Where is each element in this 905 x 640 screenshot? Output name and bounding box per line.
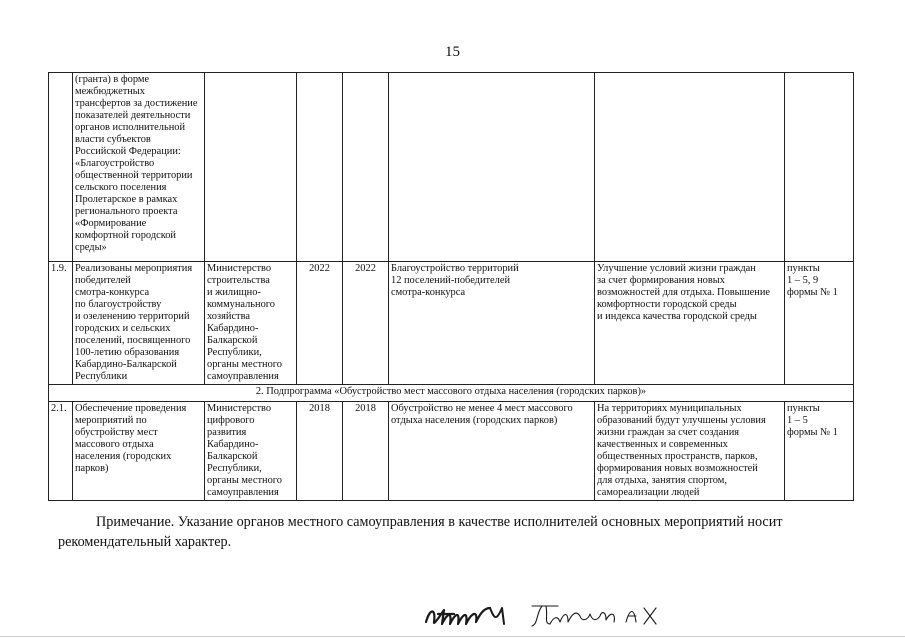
event-cell: (гранта) в форме межбюджетных трансфертов за достижение показателей деятельности органов исполнительной власти субъектов Российской Федерации: «Благоустройство общественной территории сельского поселения Пролетарское в рамках регионального проекта «Формирование комфортной городской среды» [73,73,205,262]
event-cell: Обеспечение проведения мероприятий по обустройству мест массового отдыха населения (городских парков) [73,402,205,501]
events-table [48,72,854,501]
event-cell: Реализованы мероприятия победителей смотра-конкурса по благоустройству и озеленению территорий городских и сельских поселений, посвященного 100-летию образования Кабардино-Балкарской Республики [73,262,205,385]
table-row [49,73,854,262]
result-cell: Улучшение условий жизни граждан за счет формирования новых возможностей для отдыха. Повышение комфортности городской среды и индекса качества городской среды [595,262,785,385]
start-year-cell [297,73,343,262]
executor-cell: Министерство цифрового развития Кабардино- Балкарской Республики, органы местного самоуправления [205,402,297,501]
executor-cell [205,73,297,262]
start-year-cell: 2022 [297,262,343,385]
result-cell [595,73,785,262]
page-number: 15 [445,44,460,60]
end-year-cell [343,73,389,262]
table-row [49,402,854,501]
end-year-cell: 2022 [343,262,389,385]
handwritten-signature [420,598,690,634]
indicator-link-cell [785,73,854,262]
row-number-cell: 1.9. [49,262,73,385]
executor-cell: Министерство строительства и жилищно- коммунального хозяйства Кабардино- Балкарской Республики, органы местного самоуправления [205,262,297,385]
row-number-cell: 2.1. [49,402,73,501]
direction-cell [389,73,595,262]
page-bottom-edge [0,636,905,637]
direction-cell: Благоустройство территорий 12 поселений-победителей смотра-конкурса [389,262,595,385]
start-year-cell: 2018 [297,402,343,501]
indicator-link-cell: пункты 1 – 5 формы № 1 [785,402,854,501]
subprogram-title: 2. Подпрограмма «Обустройство мест массового отдыха населения (городских парков)» [49,385,854,402]
footnote-text: Примечание. Указание органов местного самоуправления в качестве исполнителей основных мероприятий носит рекомендательный характер. [58,514,783,550]
direction-cell: Обустройство не менее 4 мест массового отдыха населения (городских парков) [389,402,595,501]
result-cell: На территориях муниципальных образований будут улучшены условия жизни граждан за счет создания качественных и современных общественных пространств, парков, формирования новых возможностей для отдыха, занятия спортом, самореализации людей [595,402,785,501]
subprogram-header-row [49,385,854,402]
table-row [49,262,854,385]
indicator-link-cell: пункты 1 – 5, 9 формы № 1 [785,262,854,385]
row-number-cell [49,73,73,262]
end-year-cell: 2018 [343,402,389,501]
